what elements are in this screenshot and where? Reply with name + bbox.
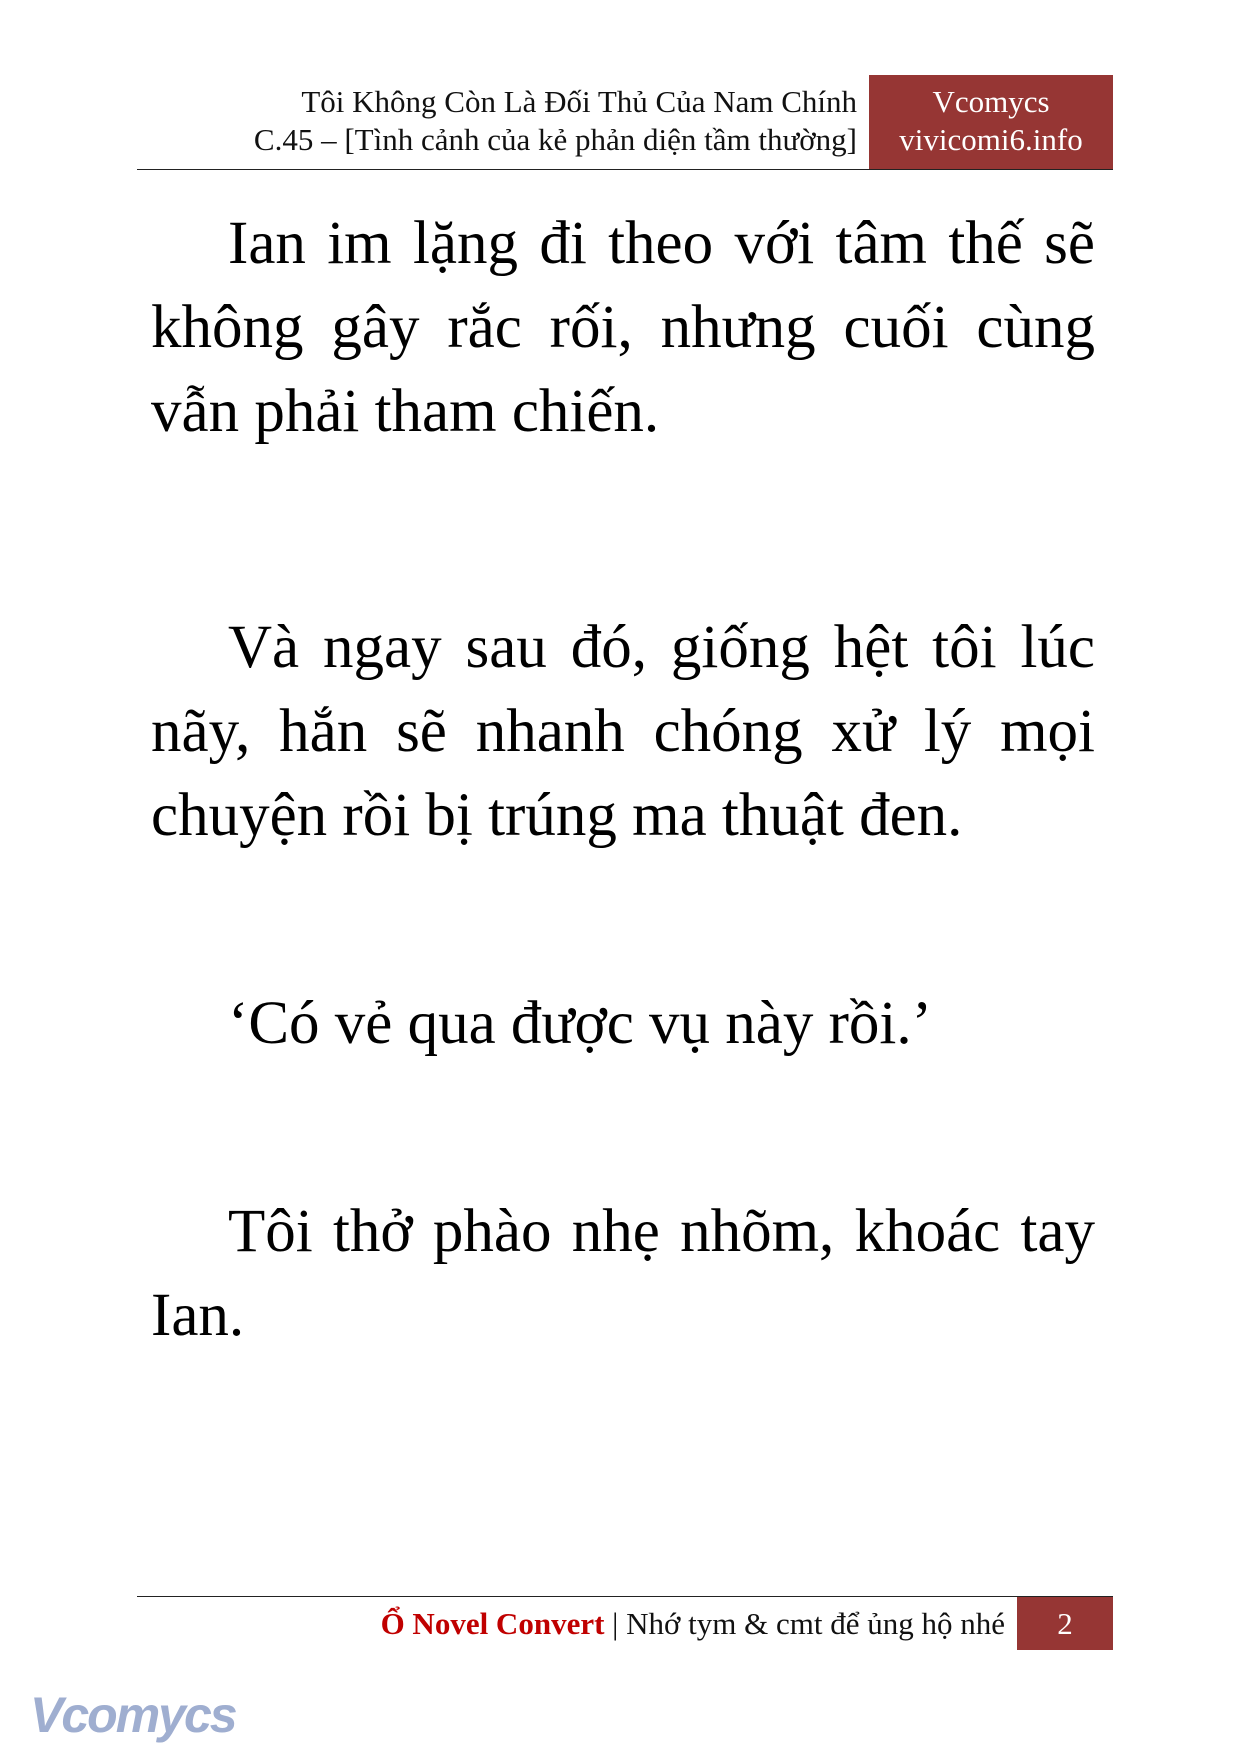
paragraph: Ian im lặng đi theo với tâm thế sẽ không gây rắc rối, nhưng cuối cùng vẫn phải tham chiến. xyxy=(151,210,1095,445)
watermark-text: Vcomycs xyxy=(30,1687,236,1743)
footer-separator: | xyxy=(612,1606,619,1641)
site-badge xyxy=(869,75,1113,169)
site-name: Vcomycs xyxy=(932,84,1050,119)
chapter-title: C.45 – [Tình cảnh của kẻ phản diện tầm thường] xyxy=(253,122,857,157)
page-number: 2 xyxy=(1017,1597,1113,1650)
page-footer xyxy=(137,1596,1113,1650)
footer-brand: Ổ Novel Convert xyxy=(380,1606,605,1641)
header-text-block xyxy=(254,83,857,159)
paragraph: Tôi thở phào nhẹ nhõm, khoác tay Ian. xyxy=(151,1198,1095,1349)
paragraph: Và ngay sau đó, giống hệt tôi lúc nãy, hắn sẽ nhanh chóng xử lý mọi chuyện rồi bị trúng ma thuật đen. xyxy=(151,614,1095,849)
chapter-content xyxy=(151,202,1095,1358)
vcomycs-logo-watermark xyxy=(28,1680,248,1750)
site-url: vivicomi6.info xyxy=(899,122,1083,157)
paragraph: ‘Có vẻ qua được vụ này rồi.’ xyxy=(228,990,932,1057)
page-header xyxy=(137,75,1113,170)
footer-message: Nhớ tym & cmt để ủng hộ nhé xyxy=(626,1606,1005,1641)
book-title: Tôi Không Còn Là Đối Thủ Của Nam Chính xyxy=(301,84,857,119)
footer-text xyxy=(381,1605,1005,1643)
